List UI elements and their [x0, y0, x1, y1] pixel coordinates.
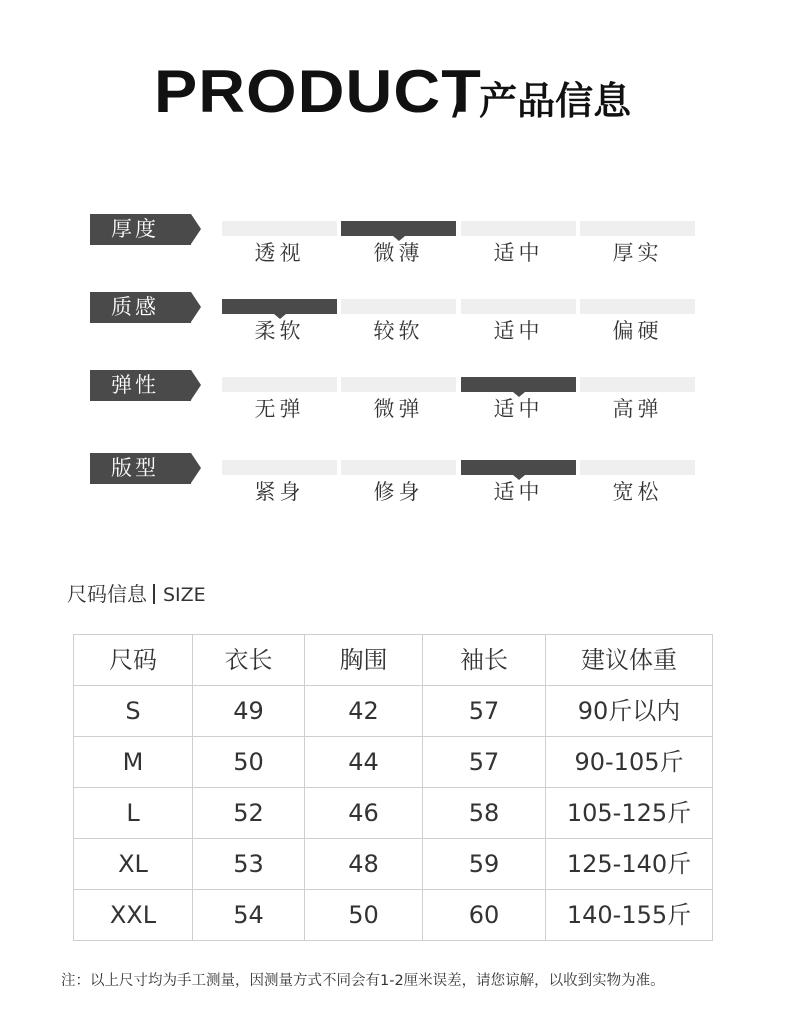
attribute-label: 版型: [90, 453, 191, 484]
column-header: 袖长: [423, 635, 546, 686]
attribute-row-fit: [0, 453, 790, 503]
table-cell: 50: [193, 737, 305, 788]
table-cell: 53: [193, 839, 305, 890]
table-cell: XXL: [74, 890, 193, 941]
scale-option-label: 适中: [493, 480, 544, 504]
attribute-row-texture: [0, 292, 790, 342]
table-cell: 42: [305, 686, 423, 737]
scale-option-label: 适中: [493, 241, 544, 265]
table-cell: 50: [305, 890, 423, 941]
scale-segment: [580, 221, 695, 236]
table-cell: 57: [423, 737, 546, 788]
scale-option-label: 适中: [493, 319, 544, 343]
table-cell: XL: [74, 839, 193, 890]
table-row: [74, 890, 713, 941]
size-section-heading: [67, 580, 206, 608]
table-cell: 140-155斤: [546, 890, 713, 941]
table-cell: 49: [193, 686, 305, 737]
column-header: 胸围: [305, 635, 423, 686]
column-header: 尺码: [74, 635, 193, 686]
scale-segment: [580, 377, 695, 392]
table-cell: L: [74, 788, 193, 839]
attribute-label: 厚度: [90, 214, 191, 245]
attribute-row-elasticity: [0, 370, 790, 420]
scale-segment-selected: [461, 460, 576, 475]
table-cell: 60: [423, 890, 546, 941]
scale-option-label: 紧身: [254, 480, 305, 504]
table-cell: 90斤以内: [546, 686, 713, 737]
scale-segment: [222, 377, 337, 392]
table-cell: 59: [423, 839, 546, 890]
attribute-row-thickness: [0, 214, 790, 264]
scale-option-label: 修身: [373, 480, 424, 504]
scale-segment: [341, 377, 456, 392]
scale-segment: [461, 221, 576, 236]
table-cell: 52: [193, 788, 305, 839]
size-heading-en: SIZE: [163, 584, 206, 606]
table-row: [74, 839, 713, 890]
scale-segment-selected: [222, 299, 337, 314]
table-cell: 44: [305, 737, 423, 788]
scale-option-label: 微薄: [373, 241, 424, 265]
product-header: [0, 58, 790, 132]
table-cell: 90-105斤: [546, 737, 713, 788]
heading-divider: [153, 584, 155, 604]
scale-segment: [580, 299, 695, 314]
table-row: [74, 788, 713, 839]
table-cell: 105-125斤: [546, 788, 713, 839]
table-row: [74, 737, 713, 788]
scale-segment: [341, 299, 456, 314]
table-row: [74, 686, 713, 737]
scale-segment: [341, 460, 456, 475]
scale-option-label: 较软: [373, 319, 424, 343]
attribute-label: 弹性: [90, 370, 191, 401]
table-cell: 125-140斤: [546, 839, 713, 890]
table-cell: 58: [423, 788, 546, 839]
attribute-label: 质感: [90, 292, 191, 323]
table-header-row: [74, 635, 713, 686]
table-cell: 48: [305, 839, 423, 890]
table-cell: 46: [305, 788, 423, 839]
product-title: PRODUCT: [154, 58, 482, 125]
scale-option-label: 厚实: [612, 241, 663, 265]
scale-option-label: 高弹: [612, 397, 663, 421]
scale-segment-selected: [341, 221, 456, 236]
scale-option-label: 柔软: [254, 319, 305, 343]
column-header: 衣长: [193, 635, 305, 686]
column-header: 建议体重: [546, 635, 713, 686]
scale-option-label: 微弹: [373, 397, 424, 421]
scale-segment: [580, 460, 695, 475]
scale-option-label: 适中: [493, 397, 544, 421]
scale-segment: [222, 460, 337, 475]
scale-option-label: 无弹: [254, 397, 305, 421]
scale-segment: [222, 221, 337, 236]
size-heading-cn: 尺码信息: [67, 582, 147, 606]
scale-option-label: 透视: [254, 241, 305, 265]
table-cell: S: [74, 686, 193, 737]
scale-option-label: 宽松: [612, 480, 663, 504]
table-cell: 57: [423, 686, 546, 737]
size-chart-table: [73, 634, 713, 941]
scale-option-label: 偏硬: [612, 319, 663, 343]
scale-segment-selected: [461, 377, 576, 392]
table-cell: M: [74, 737, 193, 788]
product-subtitle: / 产品信息: [452, 79, 632, 123]
scale-segment: [461, 299, 576, 314]
table-cell: 54: [193, 890, 305, 941]
measurement-note: 注：以上尺寸均为手工测量，因测量方式不同会有1-2厘米误差，请您谅解，以收到实物为准。: [61, 973, 665, 989]
